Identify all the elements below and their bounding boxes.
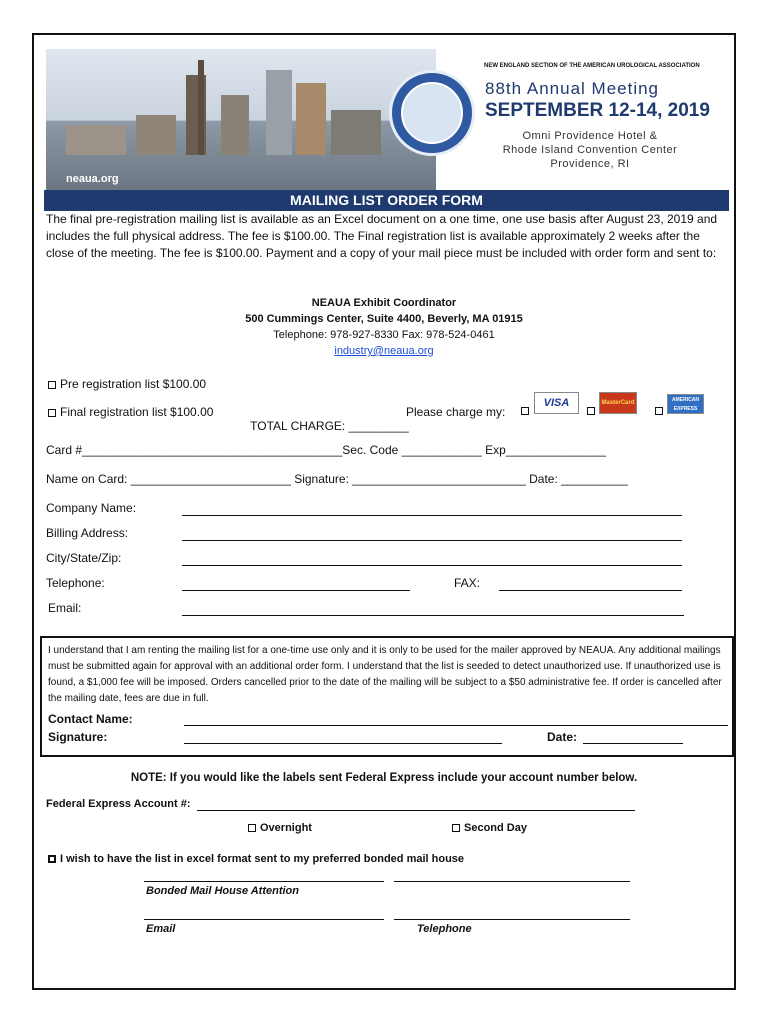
terms-date-field[interactable]: [583, 743, 683, 744]
email-field[interactable]: [182, 615, 684, 616]
org-name: NEW ENGLAND SECTION OF THE AMERICAN UROLOGICAL ASSOCIATION: [484, 63, 700, 69]
bonded-mail-option[interactable]: I wish to have the list in excel format sent to my preferred bonded mail house: [48, 853, 464, 865]
total-charge[interactable]: TOTAL CHARGE: _________: [250, 419, 409, 433]
venue-line-2: Rhode Island Convention Center: [502, 144, 678, 156]
contact-name-field[interactable]: [184, 725, 728, 726]
name-on-card-line[interactable]: Name on Card: ________________________ Signature: __________________________ Date: __________: [46, 472, 628, 486]
mastercard-checkbox[interactable]: [587, 407, 595, 415]
coordinator-email-link[interactable]: industry@neaua.org: [334, 345, 434, 357]
visa-card-icon: VISA: [534, 392, 579, 414]
bonded-email-label: Email: [146, 923, 176, 935]
contact-name-label: Contact Name:: [48, 712, 133, 726]
site-label: neaua.org: [66, 173, 119, 185]
checkbox[interactable]: [452, 824, 460, 832]
email-label: Email:: [48, 601, 82, 615]
terms-date-label: Date:: [547, 730, 578, 744]
checkbox[interactable]: [48, 381, 56, 389]
intro-paragraph: The final pre-registration mailing list is available as an Excel document on a one time, one use basis after August 23, 2019 and includes the full physical address. The fee is $100.00. The Final registration list is available approximately 2 weeks after the close of the meeting. The fee is $100.00. Payment and a copy of your mail piece must be included with order form and sent to:: [46, 212, 718, 260]
bonded-attention-label: Bonded Mail House Attention: [146, 885, 299, 897]
fedex-account-field[interactable]: [197, 810, 635, 811]
coordinator-name: NEAUA Exhibit Coordinator: [311, 297, 457, 309]
venue-city: Providence, RI: [550, 158, 630, 170]
bonded-telephone-field[interactable]: [394, 919, 630, 920]
company-name-field[interactable]: [182, 515, 682, 516]
terms-signature-field[interactable]: [184, 743, 502, 744]
form-title: MAILING LIST ORDER FORM: [44, 190, 729, 211]
fax-field[interactable]: [499, 590, 682, 591]
visa-checkbox[interactable]: [521, 407, 529, 415]
bonded-attention-field[interactable]: [144, 881, 384, 882]
final-registration-option[interactable]: Final registration list $100.00: [48, 405, 213, 419]
meeting-title: 88th Annual Meeting: [485, 79, 660, 98]
telephone-field[interactable]: [182, 590, 410, 591]
amex-icon: AMERICAN EXPRESS: [667, 394, 704, 414]
fedex-account-label: Federal Express Account #:: [46, 798, 191, 810]
pre-registration-option[interactable]: Pre registration list $100.00: [48, 377, 206, 391]
venue-line-1: Omni Providence Hotel &: [522, 130, 658, 142]
card-number-line[interactable]: Card #_______________________________________Sec. Code ____________ Exp_______________: [46, 443, 606, 457]
bonded-extra-field[interactable]: [394, 881, 630, 882]
fax-label: FAX:: [454, 576, 481, 590]
checkbox[interactable]: [248, 824, 256, 832]
meeting-dates: SEPTEMBER 12-14, 2019: [485, 100, 710, 121]
terms-text: I understand that I am renting the mailing list for a one-time use only and it is only to be used for the mailer approved by NEAUA. Any additional mailings must be submitted again for approval with an additional order form. I understand that the list is seeded to detect unauthorized use. If unauthorized use is found, a $1,000 fee will be imposed. Orders cancelled prior to the date of the mailing will be subject to a $50 administrative fee. If order is cancelled after the mailing date, fees are due in full.: [48, 645, 722, 704]
second-day-option[interactable]: Second Day: [452, 822, 527, 834]
amex-checkbox[interactable]: [655, 407, 663, 415]
please-charge-label: Please charge my:: [406, 405, 506, 419]
fedex-note: NOTE: If you would like the labels sent Federal Express include your account number below.: [130, 772, 638, 784]
billing-address-label: Billing Address:: [46, 526, 129, 540]
mastercard-icon: MasterCard: [599, 392, 637, 414]
bonded-email-field[interactable]: [144, 919, 384, 920]
checkbox[interactable]: [48, 409, 56, 417]
coordinator-address: 500 Cummings Center, Suite 4400, Beverly, MA 01915: [245, 313, 523, 325]
city-skyline-photo: [46, 49, 436, 191]
checkbox[interactable]: [48, 855, 56, 863]
overnight-option[interactable]: Overnight: [248, 822, 312, 834]
telephone-label: Telephone:: [46, 576, 105, 590]
coordinator-phone: Telephone: 978-927-8330 Fax: 978-524-0461: [273, 329, 495, 341]
order-form-page: [32, 33, 736, 990]
bonded-telephone-label: Telephone: [417, 923, 472, 935]
neaua-seal-logo: [389, 70, 475, 156]
terms-signature-label: Signature:: [48, 730, 108, 744]
terms-box: [40, 636, 734, 757]
company-name-label: Company Name:: [46, 501, 137, 515]
billing-address-field[interactable]: [182, 540, 682, 541]
city-state-zip-label: City/State/Zip:: [46, 551, 122, 565]
city-state-zip-field[interactable]: [182, 565, 682, 566]
